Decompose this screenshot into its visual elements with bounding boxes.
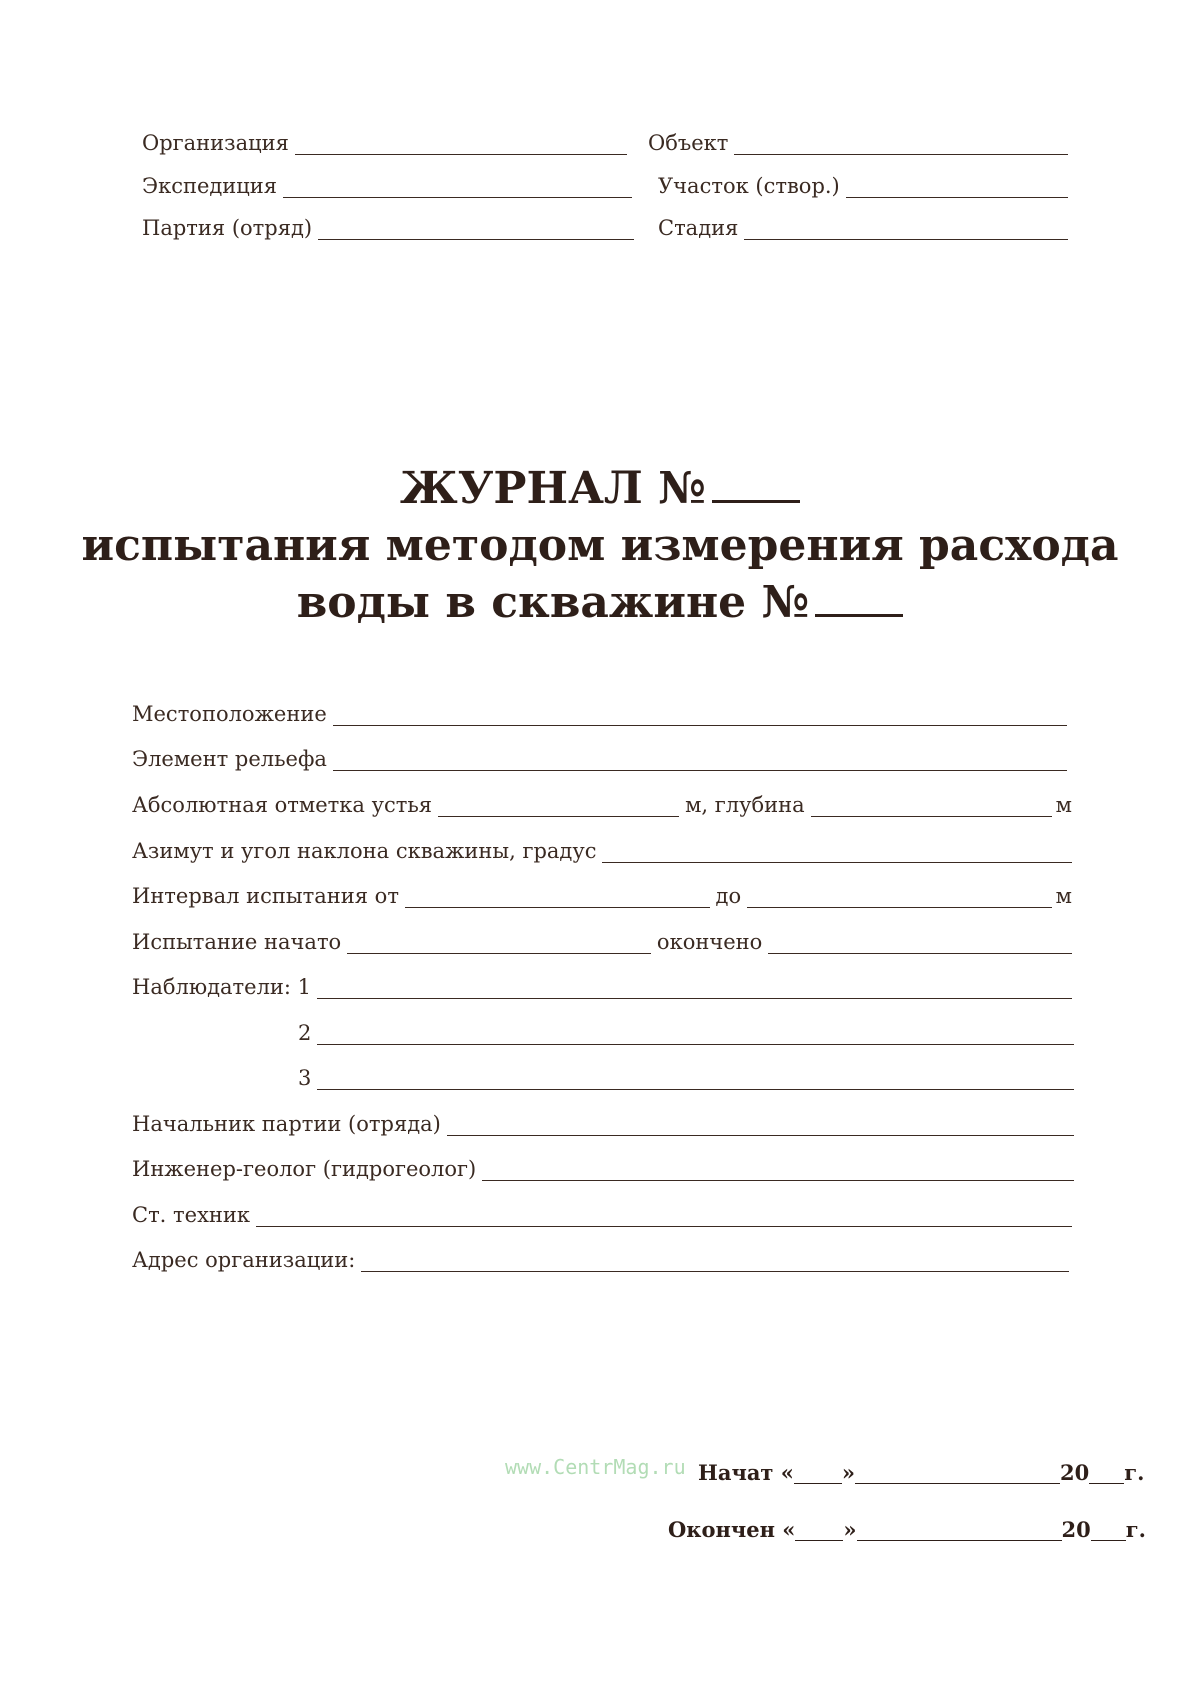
- started-month-field[interactable]: [855, 1465, 1060, 1484]
- object-field[interactable]: [734, 135, 1068, 155]
- interval-unit: м: [1055, 884, 1072, 908]
- abs-mark-unit: м, глубина: [685, 793, 805, 817]
- stage-row: [658, 217, 1068, 240]
- finished-label: Окончен «: [668, 1517, 796, 1542]
- title-line-3: [0, 577, 1200, 628]
- abs-mark-row: [132, 794, 1072, 817]
- azimuth-row: [132, 840, 1072, 863]
- organization-field[interactable]: [295, 135, 627, 155]
- engineer-label: Инженер-геолог (гидрогеолог): [132, 1157, 477, 1181]
- party-chief-label: Начальник партии (отряда): [132, 1112, 441, 1136]
- party-field[interactable]: [318, 220, 634, 240]
- observer-1-row: [132, 976, 1072, 999]
- well-number-field[interactable]: [815, 610, 903, 617]
- observer-1-field[interactable]: [317, 979, 1072, 999]
- location-row: [132, 703, 1067, 726]
- finished-day-field[interactable]: [795, 1522, 843, 1541]
- section-field[interactable]: [846, 178, 1068, 198]
- well-number-label: воды в скважине №: [296, 577, 810, 628]
- party-row: [142, 217, 634, 240]
- interval-from-label: Интервал испытания от: [132, 884, 399, 908]
- journal-number-field[interactable]: [712, 496, 800, 503]
- expedition-row: [142, 175, 632, 198]
- technician-label: Ст. техник: [132, 1203, 251, 1227]
- test-finished-field[interactable]: [768, 934, 1072, 954]
- test-finished-label: окончено: [656, 930, 763, 954]
- observer-2-row: [298, 1022, 1074, 1045]
- finished-date-row: [668, 1518, 1146, 1541]
- location-label: Местоположение: [132, 702, 327, 726]
- test-dates-row: [132, 931, 1072, 954]
- started-day-field[interactable]: [794, 1465, 842, 1484]
- expedition-field[interactable]: [283, 178, 632, 198]
- test-started-field[interactable]: [347, 934, 651, 954]
- stage-field[interactable]: [744, 220, 1068, 240]
- expedition-label: Экспедиция: [142, 174, 278, 198]
- interval-row: [132, 885, 1072, 908]
- observer-2-label: 2: [298, 1021, 312, 1045]
- relief-field[interactable]: [333, 751, 1067, 771]
- organization-label: Организация: [142, 131, 289, 155]
- observer-2-field[interactable]: [317, 1025, 1074, 1045]
- party-chief-field[interactable]: [447, 1116, 1074, 1136]
- engineer-field[interactable]: [482, 1161, 1074, 1181]
- interval-to-field[interactable]: [747, 888, 1052, 908]
- test-started-label: Испытание начато: [132, 930, 342, 954]
- started-label: Начат «: [698, 1460, 794, 1485]
- organization-row: [142, 132, 627, 155]
- finished-year-suffix: г.: [1125, 1517, 1146, 1542]
- observers-label: Наблюдатели: 1: [132, 975, 312, 999]
- observer-3-row: [298, 1067, 1074, 1090]
- started-year-prefix: 20: [1060, 1460, 1090, 1485]
- address-row: [132, 1249, 1069, 1272]
- object-row: [648, 132, 1068, 155]
- finished-month-field[interactable]: [857, 1522, 1062, 1541]
- interval-from-field[interactable]: [405, 888, 710, 908]
- title-line-2: испытания методом измерения расхода: [81, 520, 1119, 571]
- abs-mark-label: Абсолютная отметка устья: [132, 793, 433, 817]
- object-label: Объект: [648, 131, 729, 155]
- technician-field[interactable]: [256, 1207, 1072, 1227]
- azimuth-label: Азимут и угол наклона скважины, градус: [132, 839, 597, 863]
- observer-3-label: 3: [298, 1066, 312, 1090]
- party-chief-row: [132, 1113, 1074, 1136]
- started-year-suffix: г.: [1124, 1460, 1145, 1485]
- stage-label: Стадия: [658, 216, 739, 240]
- depth-field[interactable]: [811, 797, 1052, 817]
- relief-label: Элемент рельефа: [132, 747, 327, 771]
- address-field[interactable]: [361, 1252, 1069, 1272]
- finished-quote-close: »: [843, 1517, 857, 1542]
- started-date-row: [698, 1461, 1144, 1484]
- title-line-1: [0, 463, 1200, 514]
- section-label: Участок (створ.): [658, 174, 840, 198]
- interval-to-label: до: [715, 884, 742, 908]
- watermark: www.CentrMag.ru: [505, 1455, 686, 1479]
- azimuth-field[interactable]: [602, 843, 1072, 863]
- relief-row: [132, 748, 1067, 771]
- finished-year-prefix: 20: [1061, 1517, 1091, 1542]
- section-row: [658, 175, 1068, 198]
- address-label: Адрес организации:: [132, 1248, 356, 1272]
- abs-mark-field[interactable]: [438, 797, 679, 817]
- observer-3-field[interactable]: [317, 1070, 1074, 1090]
- engineer-row: [132, 1158, 1074, 1181]
- party-label: Партия (отряд): [142, 216, 313, 240]
- started-year-field[interactable]: [1089, 1465, 1124, 1484]
- technician-row: [132, 1204, 1072, 1227]
- depth-unit: м: [1055, 793, 1072, 817]
- location-field[interactable]: [333, 706, 1067, 726]
- finished-year-field[interactable]: [1091, 1522, 1126, 1541]
- journal-number-label: ЖУРНАЛ №: [400, 463, 706, 514]
- started-quote-close: »: [841, 1460, 855, 1485]
